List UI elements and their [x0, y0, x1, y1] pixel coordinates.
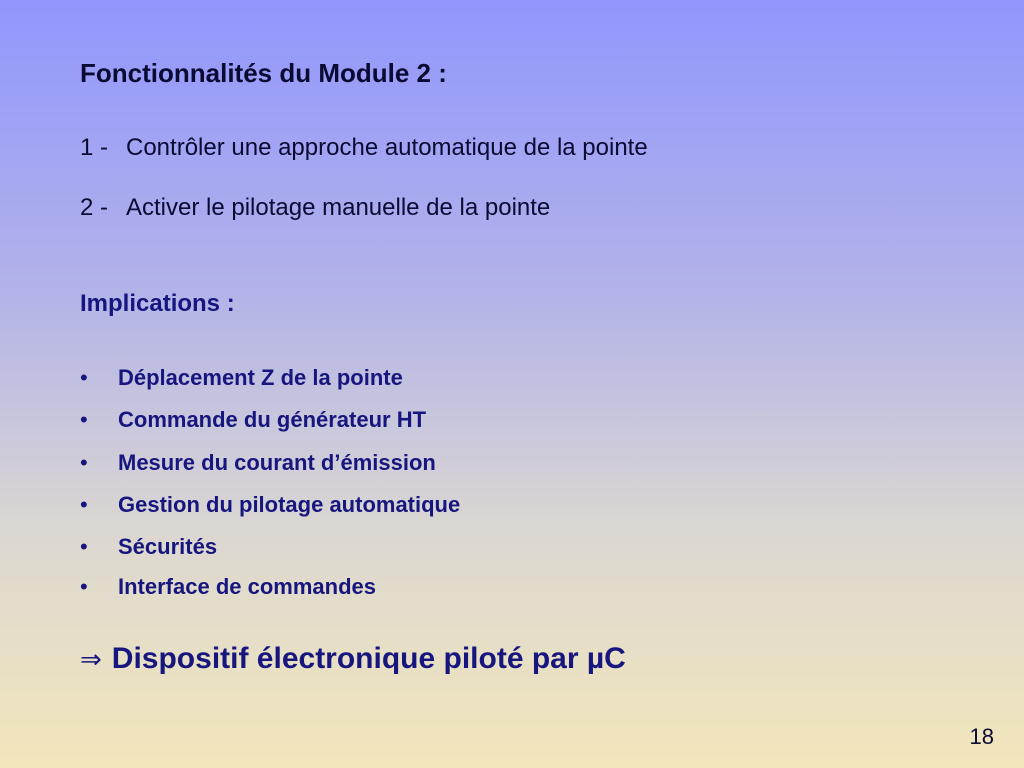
implies-arrow-icon: ⇒ [80, 645, 102, 675]
list-item [80, 534, 217, 560]
list-item-text: Sécurités [118, 534, 218, 559]
feature-item-number: 2 - [80, 194, 109, 221]
list-item [80, 574, 376, 600]
feature-item-1 [80, 134, 648, 162]
list-item [80, 450, 436, 476]
feature-item-number: 1 - [80, 134, 109, 161]
page-number: 18 [969, 724, 994, 749]
bullet-icon: • [80, 492, 88, 517]
conclusion-text: Dispositif électronique piloté par µC [111, 642, 626, 675]
list-item-text: Mesure du courant d’émission [118, 450, 436, 475]
list-item-text: Déplacement Z de la pointe [118, 365, 403, 390]
list-item [80, 407, 426, 433]
list-item [80, 492, 460, 518]
list-item [80, 365, 403, 391]
bullet-icon: • [80, 574, 88, 599]
slide-title: Fonctionnalités du Module 2 : [80, 58, 447, 88]
feature-item-2 [80, 194, 550, 222]
conclusion [80, 642, 626, 676]
list-item-text: Interface de commandes [118, 574, 376, 599]
list-item-text: Commande du générateur HT [118, 407, 427, 432]
list-item-text: Gestion du pilotage automatique [118, 492, 461, 517]
feature-item-text: Contrôler une approche automatique de la pointe [126, 134, 648, 161]
bullet-icon: • [80, 365, 88, 390]
implications-heading: Implications : [80, 290, 235, 317]
bullet-icon: • [80, 450, 88, 475]
bullet-icon: • [80, 534, 88, 559]
bullet-icon: • [80, 407, 88, 432]
feature-item-text: Activer le pilotage manuelle de la pointe [126, 194, 551, 221]
